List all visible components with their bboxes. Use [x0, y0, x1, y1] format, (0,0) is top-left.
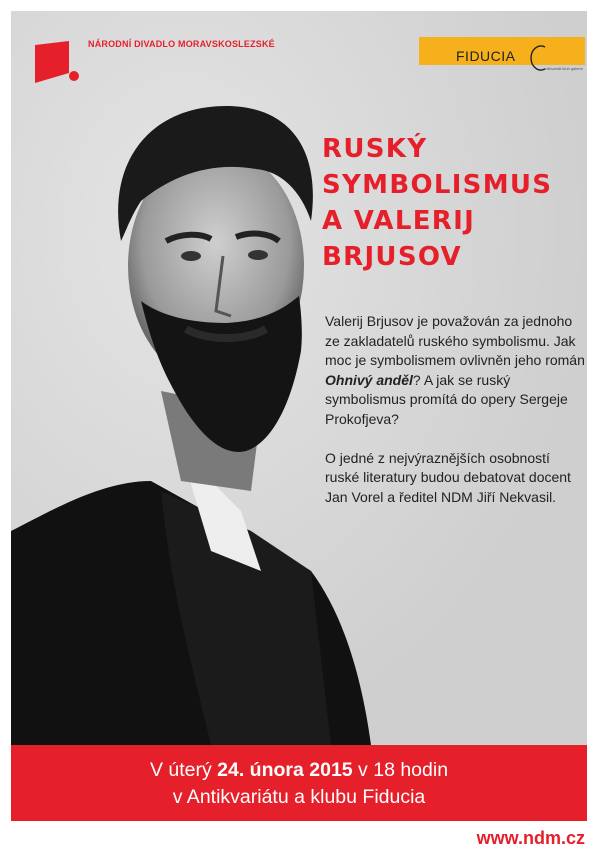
title-line-1: RUSKÝ [322, 134, 428, 164]
event-datetime [11, 757, 587, 784]
title-line-3: A VALERIJ [322, 206, 476, 236]
event-time: v 18 hodin [352, 759, 449, 781]
poster-frame [11, 11, 587, 745]
website-link[interactable]: www.ndm.cz [476, 828, 585, 848]
novel-title: Ohnivý anděl [325, 371, 413, 388]
ndm-logo-icon [35, 41, 79, 83]
p1-text-after: ? A jak se ruský symbolismus promítá do opery Sergeje Prokofjeva? [325, 371, 568, 427]
description [325, 312, 585, 527]
title-line-4: BRJUSOV [322, 242, 462, 272]
p1-text-before: Valerij Brjusov je považován za jednoho ze zakladatelů ruského symbolismu. Jak moc je symbolismem ovlivněn jeho román [325, 313, 585, 368]
theatre-name: NÁRODNÍ DIVADLO MORAVSKOSLEZSKÉ [88, 39, 275, 49]
poster-title [322, 131, 587, 275]
event-date: 24. února 2015 [217, 759, 353, 781]
event-prefix: V úterý [149, 759, 218, 781]
event-band [11, 745, 587, 821]
event-place: v Antikvariátu a klubu Fiducia [172, 786, 426, 808]
title-line-2: SYMBOLISMUS [322, 170, 553, 200]
paragraph-2: O jedné z nejvýraznějších osobností ruské literatury budou debatovat docent Jan Vorel a ředitel NDM Jiří Nekvasil. [325, 449, 571, 505]
paragraph-1 [325, 312, 585, 429]
fiducia-subtitle: antikvariát klub galerie [543, 66, 583, 71]
fiducia-name: FIDUCIA [456, 48, 516, 64]
